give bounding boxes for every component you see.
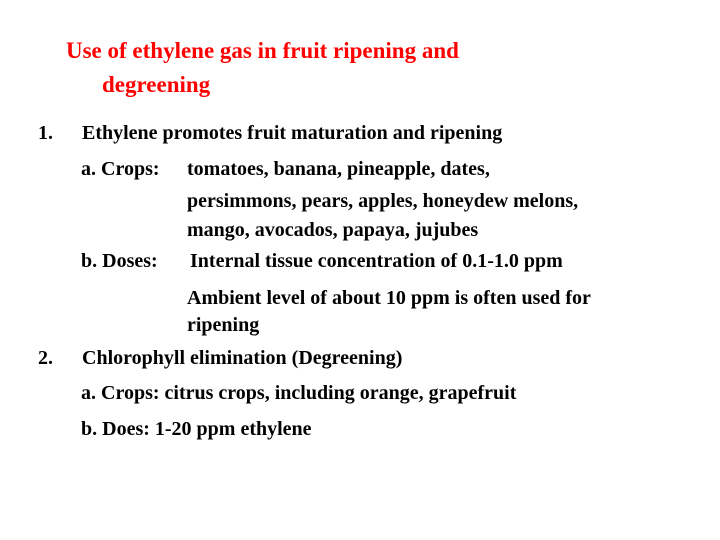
title-line-1: Use of ethylene gas in fruit ripening and — [66, 38, 459, 63]
list-item-1 — [38, 121, 502, 145]
sub-item-1b-label: b. Doses: — [81, 250, 158, 272]
list-item-2 — [38, 346, 402, 370]
list-item-2-heading: Chlorophyll elimination (Degreening) — [82, 347, 403, 369]
sub-item-1b-line-1: Internal tissue concentration of 0.1-1.0 ppm — [190, 250, 563, 272]
sub-item-1b-line-3: ripening — [187, 314, 260, 336]
sub-item-2b: b. Does: 1-20 ppm ethylene — [81, 418, 312, 440]
title-line-2: degreening — [102, 72, 211, 97]
sub-item-1a-line-2: persimmons, pears, apples, honeydew melons, — [187, 190, 579, 212]
sub-item-1a-line-1: tomatoes, banana, pineapple, dates, — [187, 158, 490, 180]
list-item-2-number: 2. — [38, 347, 53, 369]
sub-item-2a: a. Crops: citrus crops, including orange, grapefruit — [81, 382, 517, 404]
list-item-1-heading: Ethylene promotes fruit maturation and ripening — [82, 122, 503, 144]
list-item-1-number: 1. — [38, 122, 53, 144]
slide-title — [66, 34, 626, 102]
sub-item-1b-line-2: Ambient level of about 10 ppm is often used for — [187, 287, 591, 309]
sub-item-1a-label: a. Crops: — [81, 158, 160, 180]
sub-item-1a-line-3: mango, avocados, papaya, jujubes — [187, 219, 479, 241]
